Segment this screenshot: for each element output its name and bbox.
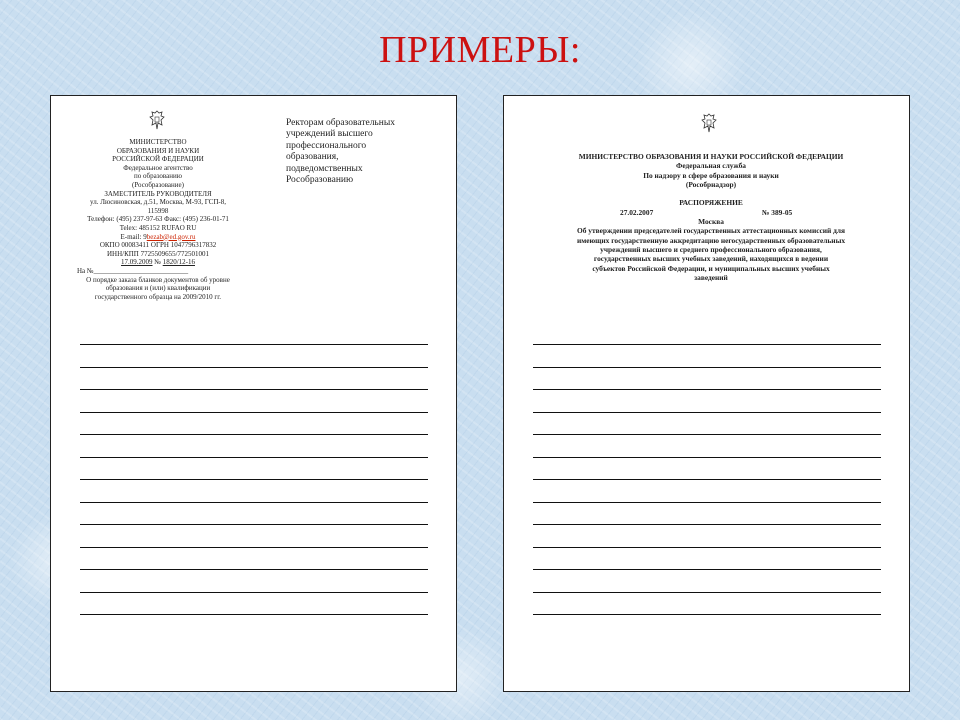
body-text-line xyxy=(80,479,428,480)
body-text-line xyxy=(533,479,881,480)
addressee-block xyxy=(286,118,426,186)
body-text-line xyxy=(533,389,881,390)
letterhead-line: Телефон: (495) 237-97-63 Факс: (495) 236-01-71 xyxy=(87,215,229,224)
order-city: Москва xyxy=(698,217,724,227)
letterhead-line: ЗАМЕСТИТЕЛЬ РУКОВОДИТЕЛЯ xyxy=(104,189,212,198)
letterhead-line: по образованию xyxy=(134,172,182,181)
coat-of-arms-icon xyxy=(701,113,717,133)
subject-line: субъектов Российской Федерации, и муниципальных высших учебных xyxy=(592,263,830,273)
body-text-line xyxy=(80,344,428,345)
letterhead-line: ОБРАЗОВАНИЯ И НАУКИ xyxy=(116,146,200,155)
body-text-line xyxy=(80,412,428,413)
reference-prefix: На № xyxy=(77,266,94,275)
letterhead-block xyxy=(73,138,243,301)
letterhead-line: ул. Люсиновская, д.51, Москва, М-93, ГСП-8, xyxy=(90,198,226,207)
body-text-line xyxy=(80,367,428,368)
body-text-line xyxy=(533,569,881,570)
body-text-line xyxy=(80,592,428,593)
slide-title: ПРИМЕРЫ: xyxy=(379,29,581,71)
number-sign: № xyxy=(154,258,161,267)
body-text-line xyxy=(80,434,428,435)
email-link[interactable]: bezab@ed.gov.ru xyxy=(146,232,196,241)
body-text-line xyxy=(80,389,428,390)
order-number: № 389-05 xyxy=(762,207,793,217)
addressee-line: образования, xyxy=(286,152,339,163)
letterhead-line: Telex: 485152 RUFAO RU xyxy=(119,223,197,232)
header-line: (Рособрнадзор) xyxy=(685,179,737,189)
letterhead-line: 115998 xyxy=(147,206,169,215)
email-label: E-mail: 9 xyxy=(120,232,147,241)
body-text-line xyxy=(533,592,881,593)
letterhead-line: Федеральное агентство xyxy=(123,163,193,172)
reference-blank: ___________________________ xyxy=(93,266,189,275)
subject-line: учреждений высшего и среднего профессионального образования, xyxy=(600,244,822,254)
body-text-line xyxy=(533,434,881,435)
body-text-line xyxy=(80,457,428,458)
addressee-line: подведомственных xyxy=(286,163,363,174)
document-type: РАСПОРЯЖЕНИЕ xyxy=(679,198,743,208)
body-text-line xyxy=(80,547,428,548)
header-line: МИНИСТЕРСТВО ОБРАЗОВАНИЯ И НАУКИ РОССИЙСКОЙ ФЕДЕРАЦИИ xyxy=(578,152,844,161)
subject-line: имеющих государственную аккредитацию негосударственных образовательных xyxy=(576,235,846,245)
body-text-line xyxy=(533,457,881,458)
subject-line: государственных высших учебных заведений, находящихся в ведении xyxy=(593,254,829,264)
okpo-line: ОКПО 00083411 ОГРН 1047796317832 xyxy=(99,241,217,250)
subject-line: образования и (или) квалификации xyxy=(105,284,211,293)
order-date: 27.02.2007 xyxy=(620,207,654,217)
inn-line: ИНН/КПП 7725509655/772501001 xyxy=(106,249,210,258)
body-text-line xyxy=(80,569,428,570)
order-page-right xyxy=(503,95,910,692)
addressee-line: Рособразованию xyxy=(286,175,354,186)
body-text-line xyxy=(80,524,428,525)
letter-number: 1820/12-16 xyxy=(162,258,195,267)
body-text-line xyxy=(80,502,428,503)
body-text-line xyxy=(533,524,881,525)
date-number-line xyxy=(73,258,243,267)
body-text-line xyxy=(80,614,428,615)
body-text-line xyxy=(533,412,881,413)
body-text-line xyxy=(533,502,881,503)
body-text-line xyxy=(533,614,881,615)
header-line: По надзору в сфере образования и науки xyxy=(643,170,779,180)
letterhead-line: (Рособразование) xyxy=(132,180,184,189)
addressee-line: учреждений высшего xyxy=(286,129,373,140)
body-text-line xyxy=(533,547,881,548)
email-line xyxy=(73,233,243,242)
order-header-block xyxy=(526,152,896,282)
subject-line: Об утверждении председателей государственных аттестационных комиссий для xyxy=(576,226,846,236)
letter-page-left xyxy=(50,95,457,692)
coat-of-arms-icon xyxy=(149,110,165,130)
addressee-line: профессионального xyxy=(286,140,367,151)
letter-date: 17.09.2009 xyxy=(121,258,153,267)
body-text-line xyxy=(533,367,881,368)
header-line: Федеральная служба xyxy=(676,161,746,171)
subject-line: заведений xyxy=(694,272,728,282)
subject-line: государственного образца на 2009/2010 гг. xyxy=(94,292,222,301)
subject-line: О порядке заказа бланков документов об уровне xyxy=(86,275,230,284)
addressee-line: Ректорам образовательных xyxy=(286,118,395,128)
letterhead-line: МИНИСТЕРСТВО xyxy=(129,138,187,146)
letterhead-line: РОССИЙСКОЙ ФЕДЕРАЦИИ xyxy=(112,155,204,164)
body-text-line xyxy=(533,344,881,345)
reference-line xyxy=(73,267,243,276)
date-number-row xyxy=(526,208,896,217)
